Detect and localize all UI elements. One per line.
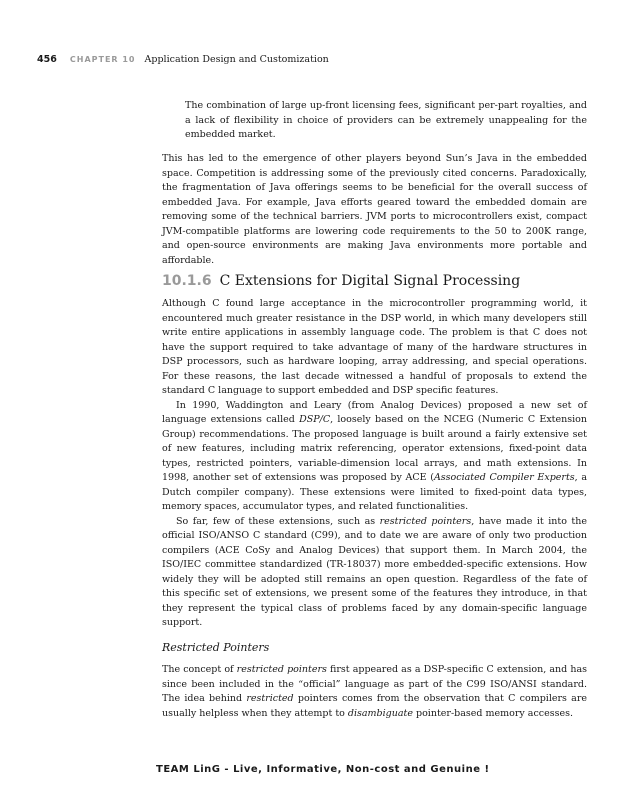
page-number: 456 — [37, 54, 57, 65]
text-run: So far, few of these extensions, such as — [176, 515, 380, 527]
section-heading — [162, 272, 587, 290]
section-paragraph-2 — [162, 399, 587, 515]
footer-watermark: TEAM LinG - Live, Informative, Non-cost and Genuine ! — [156, 764, 490, 775]
text-run: pointers comes from the observation that C compilers are usually helpless when they attempt to — [162, 693, 587, 719]
quote-text: The combination of large up-front licensing fees, significant per-part royalties, and a lack of flexibility in choice of providers can be extremely unappealing for the embedded market. — [185, 100, 587, 140]
text-run: pointer-based memory accesses. — [412, 707, 573, 719]
body-paragraph-1 — [162, 152, 587, 268]
text-run: , have made it into the official ISO/ANSO C standard (C99), and to date we are aware of only two production compilers (ACE CoSy and Analog Devices) that support them. In March 2004, the ISO/IEC committee standardized (TR-18037) more embedded-specific extensions. How widely they will be adopted still remains an open question. Regardless of the fate of this specific set of extensions, we present some of the features they introduce, in that they represent the typical class of problems faced by any domain-specific language support. — [162, 515, 587, 628]
text-run: The concept of — [162, 664, 237, 675]
text-run: , a Dutch compiler company). These extensions were limited to fixed-point data types, memory spaces, accumulator types, and related functionalities. — [162, 472, 587, 512]
emphasis-ace: Associated Compiler Experts — [433, 472, 575, 483]
running-header — [37, 54, 597, 66]
emphasis-restricted-pointers: restricted pointers — [236, 664, 327, 675]
restricted-pointers-paragraph — [162, 663, 587, 721]
emphasis-disambiguate: disambiguate — [347, 707, 413, 719]
subsection-heading: Restricted Pointers — [162, 641, 270, 654]
text-run: In 1990, Waddington and Leary (from Analog Devices) proposed a new set of language extensions called — [162, 399, 587, 425]
chapter-title: Application Design and Customization — [144, 54, 329, 65]
section-body — [162, 297, 587, 631]
chapter-label: CHAPTER 10 — [69, 55, 136, 64]
restricted-text — [162, 663, 587, 721]
emphasis-dsp-c: DSP/C — [299, 414, 331, 425]
paragraph-text: This has led to the emergence of other players beyond Sun’s Java in the embedded space. Competition is addressing some of the previously cited concerns. Paradoxically, the fragmentation of Java offerings seems to be beneficial for the overall success of embedded Java. For example, Java efforts geared toward the embedded domain are removing some of the technical barriers. JVM ports to microcontrollers exist, compact JVM-compatible platforms are lowering code requirements to the 50 to 200K range, and open-source environments are making Java environments more portable and affordable. — [162, 153, 587, 266]
quote-paragraph — [185, 99, 587, 143]
emphasis-restricted-pointers: restricted pointers — [379, 515, 472, 527]
section-number: 10.1.6 — [162, 273, 212, 289]
text-run: first appeared as a DSP-specific C extension, and has since been included in the “official” language as part of the C99 ISO/ANSI standard. The idea behind — [162, 664, 587, 704]
section-title: C Extensions for Digital Signal Processing — [219, 273, 521, 289]
emphasis-restricted: restricted — [246, 693, 294, 704]
section-paragraph-3 — [162, 515, 587, 631]
section-paragraph-1: Although C found large acceptance in the microcontroller programming world, it encountered much greater resistance in the DSP world, in which many developers still write entire applications in assembly language code. The problem is that C does not have the support required to take advantage of many of the hardware structures in DSP processors, such as hardware looping, array addressing, and special operations. For these reasons, the last decade witnessed a handful of proposals to extend the standard C language to support embedded and DSP specific features. — [162, 298, 587, 396]
text-run: , loosely based on the NCEG (Numeric C Extension Group) recommendations. The proposed language is built around a fairly extensive set of new features, including matrix referencing, operator extensions, fixed-point data types, restricted pointers, variable-dimension local arrays, and math extensions. In 1998, another set of extensions was proposed by ACE ( — [162, 414, 587, 483]
